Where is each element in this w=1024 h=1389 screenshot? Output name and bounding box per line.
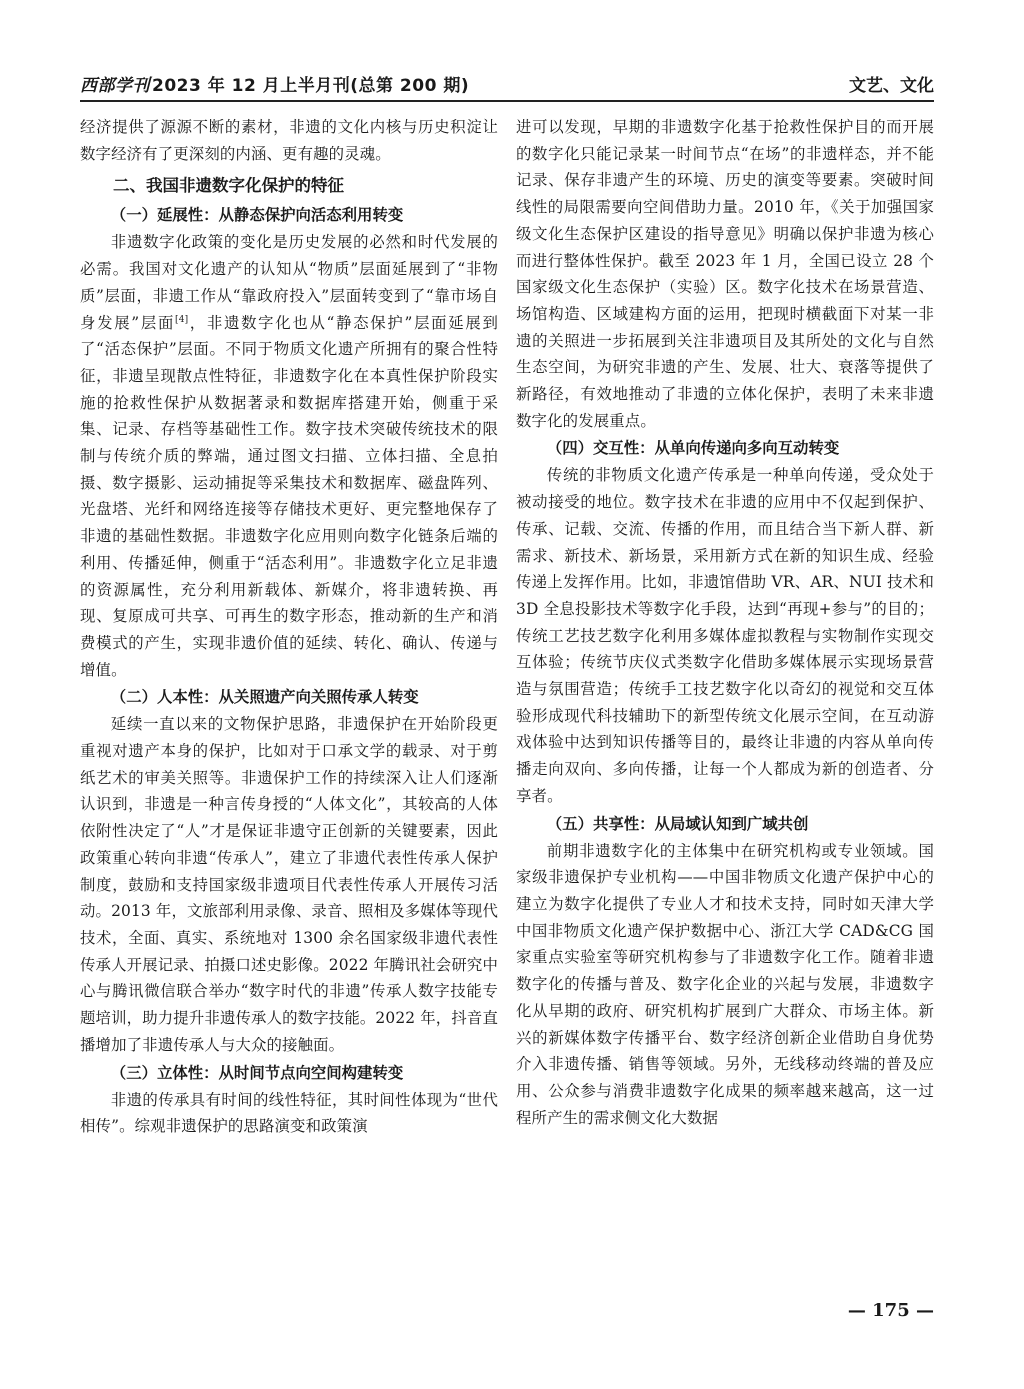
subheading-three-dimensional: （三）立体性：从时间节点向空间构建转变 bbox=[110, 1063, 404, 1082]
issue-info: 2023 年 12 月上半月刊(总第 200 期) bbox=[152, 76, 470, 96]
running-header bbox=[80, 72, 934, 102]
journal-name: 西部学刊 bbox=[80, 76, 150, 96]
section-label: 文艺、文化 bbox=[849, 76, 934, 96]
paragraph-human-centered: 延续一直以来的文物保护思路，非遗保护在开始阶段更重视对遗产本身的保护，比如对于口承文学的载录、对于剪纸艺术的审美关照等。非遗保护工作的持续深入让人们逐渐认识到，非遗是一种言传身授的“人体文化”，其较高的人体依附性决定了“人”才是保证非遗守正创新的关键要素，因此政策重心转向非遗“传承人”，建立了非遗代表性传承人保护制度，鼓励和支持国家级非遗项目代表性传承人开展传习活动。2013 年，文旅部利用录像、录音、照相及多媒体等现代技术，全面、真实、系统地对 1300 余名国家级非遗代表性传承人开展记录、拍摄口述史影像。2022 年腾讯社会研究中心与腾讯微信联合举办“数字时代的非遗”传承人数字技能专题培训，助力提升非遗传承人的数字技能。2022 年，抖音直播增加了非遗传承人与大众的接触面。 bbox=[80, 715, 498, 1054]
paragraph-three-dimensional-continued: 进可以发现，早期的非遗数字化基于抢救性保护目的而开展的数字化只能记录某一时间节点“在场”的非遗样态，并不能记录、保存非遗产生的环境、历史的演变等要素。突破时间线性的局限需要向空间借助力量。2010 年，《关于加强国家级文化生态保护区建设的指导意见》明确以保护非遗为核心而进行整体性保护。截至 2023 年 1 月，全国已设立 28 个国家级文化生态保护（实验）区。数字化技术在场景营造、场馆构造、区域建构方面的运用，把现时横截面下对某一非遗的关照进一步拓展到关注非遗项目及其所处的文化与自然生态空间，为研究非遗的产生、发展、壮大、衰落等提供了新路径，有效地推动了非遗的立体化保护，表明了未来非遗数字化的发展重点。 bbox=[516, 118, 934, 430]
paragraph-three-dimensional: 非遗的传承具有时间的线性特征，其时间性体现为“世代相传”。综观非遗保护的思路演变和政策演 bbox=[80, 1090, 498, 1136]
left-column bbox=[80, 114, 498, 1140]
paragraph-extensibility bbox=[80, 229, 498, 683]
paragraph-continued: 经济提供了源源不断的素材，非遗的文化内核与历史积淀让数字经济有了更深刻的内涵、更有趣的灵魂。 bbox=[80, 118, 498, 163]
citation-ref: [4] bbox=[175, 314, 189, 325]
section-heading: 二、我国非遗数字化保护的特征 bbox=[113, 176, 344, 196]
paragraph-text: 非遗数字化政策的变化是历史发展的必然和时代发展的必需。我国对文化遗产的认知从“物质”层面延展到了“非物质”层面，非遗工作从“靠政府投入”层面转变到了“靠市场自身发展”层面 bbox=[80, 233, 498, 332]
subheading-human-centered: （二）人本性：从关照遗产向关照传承人转变 bbox=[110, 688, 419, 707]
paragraph-text: ，非遗数字化也从“静态保护”层面延展到了“活态保护”层面。不同于物质文化遗产所拥有的聚合性特征，非遗呈现散点性特征，非遗数字化在本真性保护阶段实施的抢救性保护从数据著录和数据库搭建开始，侧重于采集、记录、存档等基础性工作。数字技术突破传统技术的限制与传统介质的弊端，通过图文扫描、立体扫描、全息拍摄、数字摄影、运动捕捉等采集技术和数据库、磁盘阵列、光盘塔、光纤和网络连接等存储技术更好、更完整地保存了非遗的基础性数据。非遗数字化应用则向数字化链条后端的利用、传播延伸，侧重于“活态利用”。非遗数字化立足非遗的资源属性，充分利用新载体、新媒介，将非遗转换、再现、复原成可共享、可再生的数字形态，推动新的生产和消费模式的产生，实现非遗价值的延续、转化、确认、传递与增值。 bbox=[80, 313, 498, 679]
right-column bbox=[516, 114, 934, 1131]
subheading-interactivity: （四）交互性：从单向传递向多向互动转变 bbox=[546, 439, 840, 458]
paragraph-sharing: 前期非遗数字化的主体集中在研究机构或专业领域。国家级非遗保护专业机构——中国非物质文化遗产保护中心的建立为数字化提供了专业人才和技术支持，同时如天津大学中国非物质文化遗产保护数据中心、浙江大学 CAD&CG 国家重点实验室等研究机构参与了非遗数字化工作。随着非遗数字化的传播与普及、数字化企业的兴起与发展，非遗数字化从早期的政府、研究机构扩展到广大群众、市场主体。新兴的新媒体数字传播平台、数字经济创新企业借助自身优势介入非遗传播、销售等领域。另外，无线移动终端的普及应用、公众参与消费非遗数字化成果的频率越来越高，这一过程所产生的需求侧文化大数据 bbox=[516, 841, 934, 1127]
paragraph-interactivity: 传统的非物质文化遗产传承是一种单向传递，受众处于被动接受的地位。数字技术在非遗的应用中不仅起到保护、传承、记载、交流、传播的作用，而且结合当下新人群、新需求、新技术、新场景，采用新方式在新的知识生成、经验传递上发挥作用。比如，非遗馆借助 VR、AR、NUI 技术和 3D 全息投影技术等数字化手段，达到“再现+参与”的目的；传统工艺技艺数字化利用多媒体虚拟教程与实物制作实现交互体验；传统节庆仪式类数字化借助多媒体展示实现场景营造与氛围营造；传统手工技艺数字化以奇幻的视觉和交互体验形成现代科技辅助下的新型传统文化展示空间，在互动游戏体验中达到知识传播等目的，最终让非遗的内容从单向传播走向双向、多向传播，让每一个人都成为新的创造者、分享者。 bbox=[516, 466, 934, 805]
subheading-extensibility: （一）延展性：从静态保护向活态利用转变 bbox=[110, 206, 404, 225]
subheading-sharing: （五）共享性：从局域认知到广域共创 bbox=[546, 814, 809, 833]
page-number: — 175 — bbox=[847, 1300, 934, 1321]
journal-title bbox=[80, 71, 469, 96]
